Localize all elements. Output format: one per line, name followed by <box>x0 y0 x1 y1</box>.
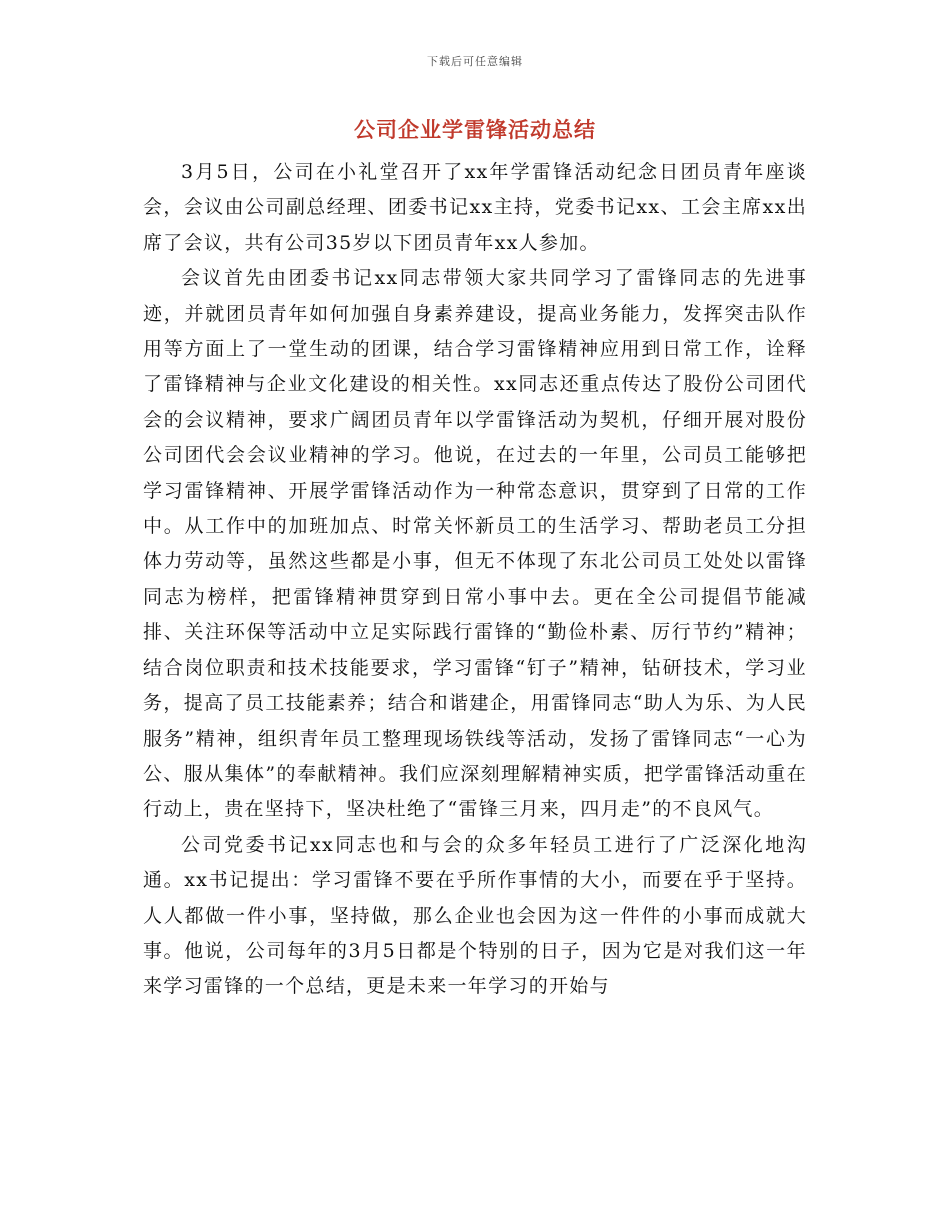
paragraph-2: 会议首先由团委书记xx同志带领大家共同学习了雷锋同志的先进事迹，并就团员青年如何加强自身素养建设，提高业务能力，发挥突击队作用等方面上了一堂生动的团课，结合学习雷锋精神应用到日常工作，诠释了雷锋精神与企业文化建设的相关性。xx同志还重点传达了股份公司团代会的会议精神，要求广阔团员青年以学雷锋活动为契机，仔细开展对股份公司团代会会议业精神的学习。他说，在过去的一年里，公司员工能够把学习雷锋精神、开展学雷锋活动作为一种常态意识，贯穿到了日常的工作中。从工作中的加班加点、时常关怀新员工的生活学习、帮助老员工分担体力劳动等，虽然这些都是小事，但无不体现了东北公司员工处处以雷锋同志为榜样，把雷锋精神贯穿到日常小事中去。更在全公司提倡节能减排、关注环保等活动中立足实际践行雷锋的“勤俭朴素、厉行节约”精神；结合岗位职责和技术技能要求，学习雷锋“钉子”精神，钻研技术，学习业务，提高了员工技能素养；结合和谐建企，用雷锋同志“助人为乐、为人民服务”精神，组织青年员工整理现场铁线等活动，发扬了雷锋同志“一心为公、服从集体”的奉献精神。我们应深刻理解精神实质，把学雷锋活动重在行动上，贵在坚持下，坚决杜绝了“雷锋三月来，四月走”的不良风气。 <box>143 267 807 821</box>
page-header-note: 下载后可任意编辑 <box>427 55 523 68</box>
document-body <box>143 155 807 1005</box>
document-title: 公司企业学雷锋活动总结 <box>354 117 596 142</box>
paragraph-3: 公司党委书记xx同志也和与会的众多年轻员工进行了广泛深化地沟通。xx书记提出：学习雷锋不要在乎所作事情的大小，而要在乎于坚持。人人都做一件小事，坚持做，那么企业也会因为这一件件的小事而成就大事。他说，公司每年的3月5日都是个特别的日子，因为它是对我们这一年来学习雷锋的一个总结，更是未来一年学习的开始与 <box>143 833 807 998</box>
paragraph-1: 3月5日，公司在小礼堂召开了xx年学雷锋活动纪念日团员青年座谈会，会议由公司副总经理、团委书记xx主持，党委书记xx、工会主席xx出席了会议，共有公司35岁以下团员青年xx人参加。 <box>143 161 807 254</box>
